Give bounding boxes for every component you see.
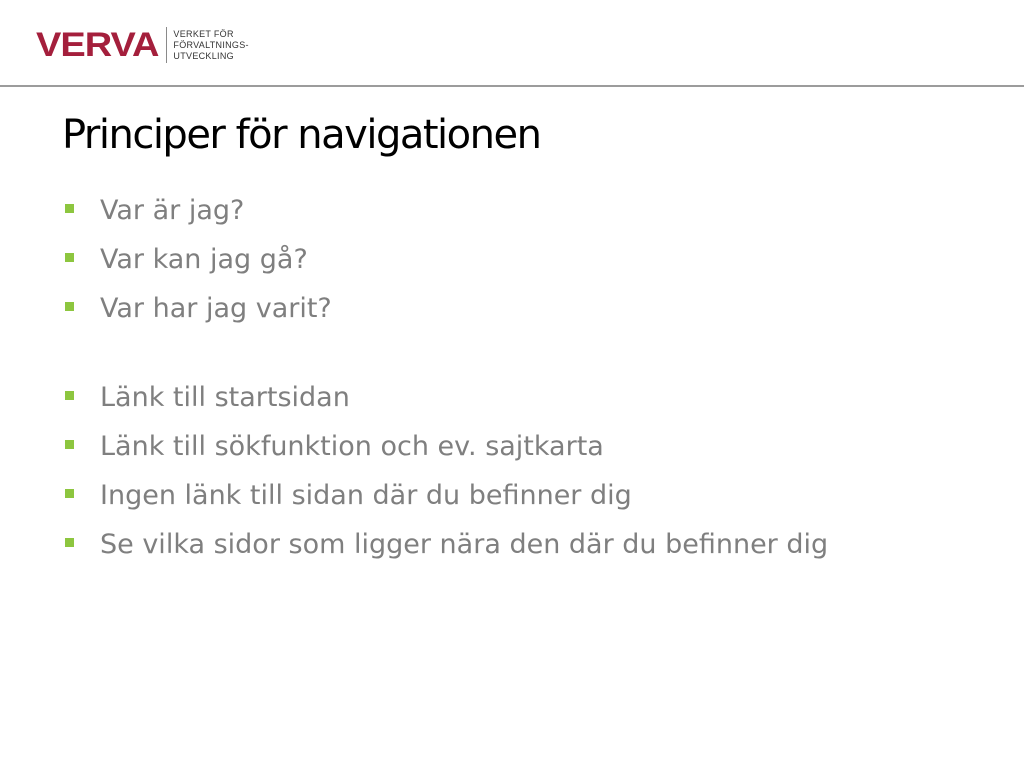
bullet-item [62,284,828,333]
bullet-text: Se vilka sidor som ligger nära den där du befinner dig [100,529,829,560]
bullet-item [62,471,828,520]
header-divider [0,85,1024,87]
bullet-item [62,235,828,284]
bullet-item [62,520,828,569]
square-bullet-icon [65,253,74,262]
bullet-item [62,422,828,471]
square-bullet-icon [65,538,74,547]
logo-subtitle-line: UTVECKLING [173,50,234,61]
square-bullet-icon [65,440,74,449]
logo-subtitle-line: FÖRVALTNINGS- [173,39,249,50]
square-bullet-icon [65,302,74,311]
logo-divider [166,27,167,63]
slide-title: Principer för navigationen [62,112,541,158]
bullet-text: Länk till startsidan [100,382,350,413]
bullet-list [62,186,828,569]
square-bullet-icon [65,489,74,498]
bullet-text: Var är jag? [100,195,245,226]
bullet-text: Var kan jag gå? [100,244,308,275]
logo-wordmark: VERVA [36,26,159,64]
square-bullet-icon [65,204,74,213]
logo-subtitle [173,29,248,62]
bullet-text: Var har jag varit? [100,293,332,324]
logo-subtitle-line: VERKET FÖR [173,28,234,39]
bullet-item [62,186,828,235]
bullet-text: Länk till sökfunktion och ev. sajtkarta [100,431,604,462]
bullet-item [62,373,828,422]
square-bullet-icon [65,391,74,400]
bullet-text: Ingen länk till sidan där du befinner dig [100,480,632,511]
verva-logo [36,25,249,65]
